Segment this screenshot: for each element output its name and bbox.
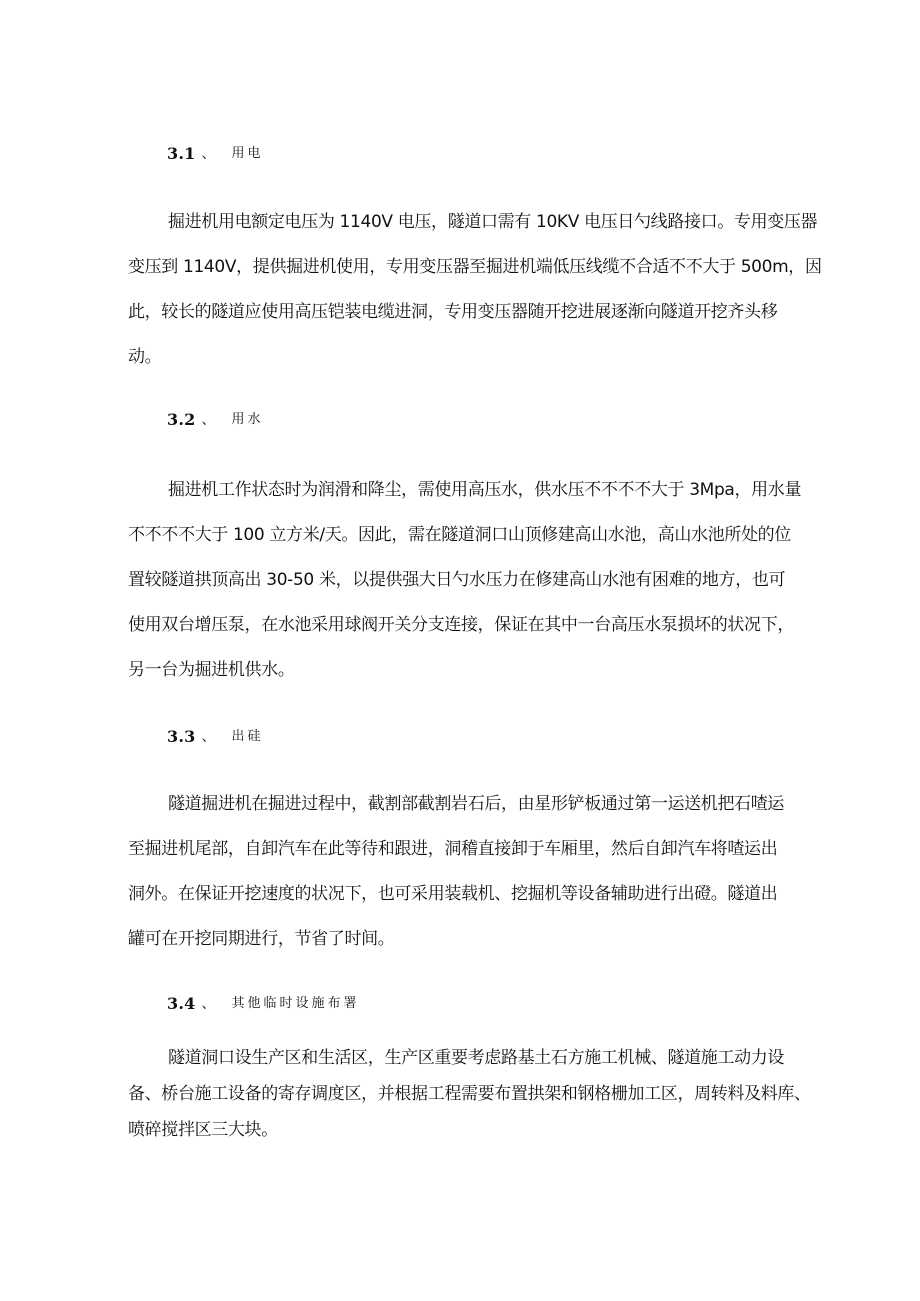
section-title: 出硅 [231,729,264,744]
section-heading [167,140,263,168]
section-paragraph [128,1040,828,1148]
paragraph-line: 隧道掘进机在掘进过程中，截割部截割岩石后，由星形铲板通过第一运送机把石喳运 [168,794,785,814]
section-number: 3.3 [167,727,196,746]
paragraph-line: 使用双台增压泵，在水池采用球阀开关分支连接，保证在其中一台高压水泵损坏的状况下， [128,615,794,635]
paragraph-line: 此，较长的隧道应使用高压铠装电缆进洞，专用变压器随开挖进展逐渐向隧道开挖齐头移 [128,302,778,322]
paragraph-line: 至掘进机尾部，自卸汽车在此等待和跟进，洞稽直接卸于车厢里，然后自卸汽车将喳运出 [128,839,778,859]
paragraph-line: 另一台为掘进机供水。 [128,660,295,680]
section-number: 3.4 [167,994,196,1013]
section-paragraph [128,468,828,693]
section-title: 用水 [231,412,264,427]
section-heading [167,990,359,1018]
section-number: 3.1 [167,144,196,163]
section-heading [167,406,263,434]
paragraph-line: 隧道洞口设生产区和生活区，生产区重要考虑路基土石方施工机械、隧道施工动力设 [168,1048,785,1068]
paragraph-line: 掘进机用电额定电压为 1140V 电压，隧道口需有 10KV 电压日勺线路接口。专用变压器 [168,212,818,232]
section-separator: 、 [201,996,216,1012]
section-title: 其他临时设施布署 [231,996,360,1011]
paragraph-line: 喷碎搅拌区三大块。 [128,1120,278,1140]
paragraph-line: 罐可在开挖同期进行，节省了时间。 [128,929,395,949]
section-separator: 、 [201,146,216,162]
paragraph-line: 置较隧道拱顶高出 30-50 米，以提供强大日勺水压力在修建高山水池有困难的地方，也可 [128,570,786,590]
section-heading [167,723,263,751]
section-separator: 、 [201,412,216,428]
paragraph-line: 掘进机工作状态时为润滑和降尘，需使用高压水，供水压不不不不大于 3Mpa，用水量 [168,480,802,500]
paragraph-line: 备、桥台施工设备的寄存调度区，并根据工程需要布置拱架和钢格栅加工区，周转料及料库、 [128,1084,811,1104]
paragraph-line: 洞外。在保证开挖速度的状况下，也可采用装载机、挖掘机等设备辅助进行出磴。隧道出 [128,884,778,904]
section-separator: 、 [201,729,216,745]
section-title: 用电 [231,146,264,161]
paragraph-line: 变压到 1140V，提供掘进机使用，专用变压器至掘进机端低压线缆不合适不不大于 500m，因 [128,257,822,277]
paragraph-line: 动。 [128,347,162,367]
section-paragraph [128,782,828,962]
section-paragraph [128,200,828,380]
section-number: 3.2 [167,410,196,429]
paragraph-line: 不不不不大于 100 立方米/天。因此，需在隧道洞口山顶修建高山水池，高山水池所处的位 [128,525,791,545]
